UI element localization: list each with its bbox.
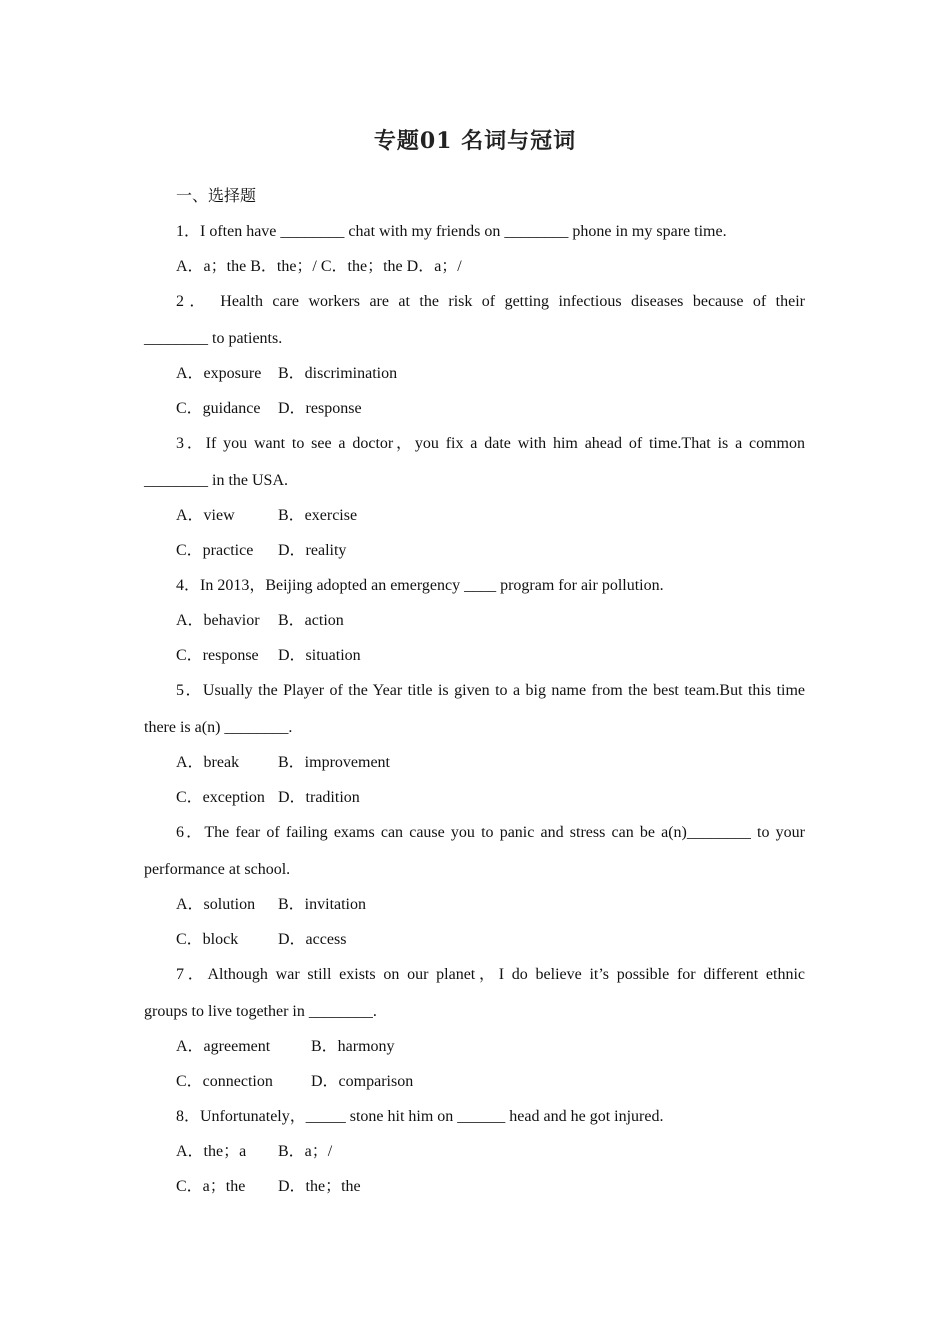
question-3-option-b: B．exercise [278,507,358,524]
question-3-text: 3．If you want to see a doctor，you fix a date with him ahead of time.That is a common [176,435,805,452]
question-8-option-b: B．a；/ [278,1143,333,1160]
question-4-option-b: B．action [278,612,344,629]
question-3-text-cont: ________ in the USA. [144,472,288,489]
question-8-option-a: A．the；a [176,1143,247,1160]
question-6-option-c: C．block [176,931,239,948]
question-7-option-d: D．comparison [311,1073,414,1090]
question-7-option-c: C．connection [176,1073,273,1090]
question-8-option-d: D．the；the [278,1178,361,1195]
question-4-option-a: A．behavior [176,612,260,629]
question-7-text: 7．Although war still exists on our planet，I do believe it’s possible for different ethnic [176,966,805,983]
question-6-option-b: B．invitation [278,896,367,913]
question-2-option-c: C．guidance [176,400,261,417]
question-2-option-d: D．response [278,400,362,417]
question-8-option-c: C．a；the [176,1178,246,1195]
question-5-option-c: C．exception [176,789,265,806]
section-heading: 一、选择题 [176,188,257,205]
question-5-option-a: A．break [176,754,240,771]
question-1-text: 1．I often have ________ chat with my friends on ________ phone in my spare time. [176,223,727,240]
question-4-option-d: D．situation [278,647,361,664]
question-3-option-d: D．reality [278,542,347,559]
question-2-option-b: B．discrimination [278,365,398,382]
question-7-text-cont: groups to live together in ________. [144,1003,377,1020]
question-3-option-a: A．view [176,507,235,524]
question-6-option-a: A．solution [176,896,256,913]
question-5-text: 5．Usually the Player of the Year title is given to a big name from the best team.But this time [176,682,806,699]
question-2-option-a: A．exposure [176,365,262,382]
question-1-options: A．a；the B．the；/ C．the；the D．a；/ [176,258,462,275]
question-3-option-c: C．practice [176,542,254,559]
question-5-text-cont: there is a(n) ________. [144,719,293,736]
question-6-option-d: D．access [278,931,347,948]
question-4-option-c: C．response [176,647,259,664]
question-7-option-b: B．harmony [311,1038,395,1055]
question-8-text: 8．Unfortunately，_____ stone hit him on ______ head and he got injured. [176,1108,664,1125]
question-6-text: 6．The fear of failing exams can cause you to panic and stress can be a(n)________ to your [176,824,805,841]
question-6-text-cont: performance at school. [144,861,291,878]
question-5-option-d: D．tradition [278,789,360,806]
question-5-option-b: B．improvement [278,754,390,771]
question-2-text-cont: ________ to patients. [144,330,283,347]
question-4-text: 4．In 2013，Beijing adopted an emergency ____ program for air pollution. [176,577,664,594]
question-7-option-a: A．agreement [176,1038,271,1055]
page-title: 专题01 名词与冠词 [373,128,577,154]
question-2-text: 2． Health care workers are at the risk of getting infectious diseases because of their [176,293,805,310]
